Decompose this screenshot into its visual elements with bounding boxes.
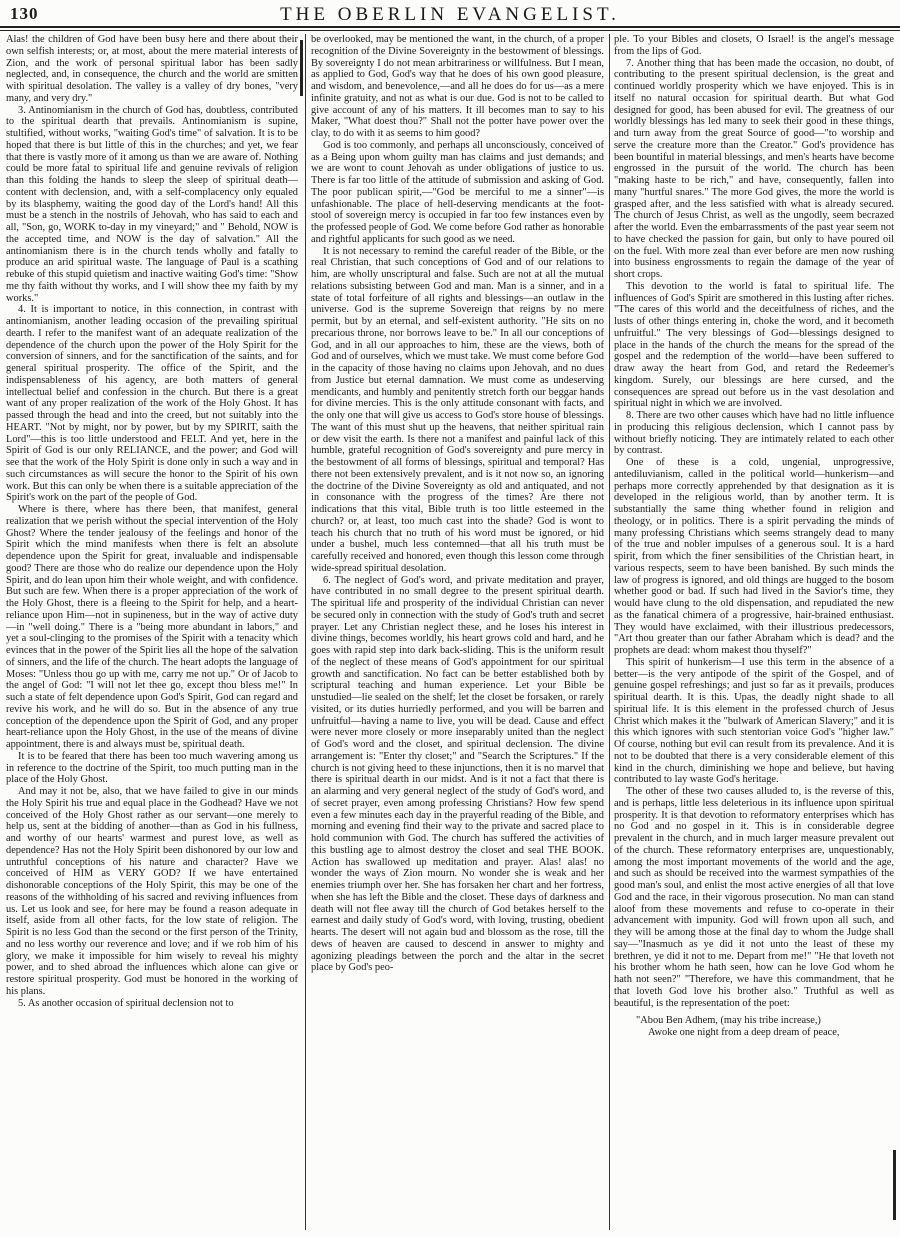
page-number: 130 [10, 4, 39, 23]
text-column-1 [6, 34, 298, 1234]
header-rule-thick [0, 26, 900, 28]
paragraph: It is not necessary to remind the careful reader of the Bible, or the real Christian, that such conceptions of God and of our relations to him, are wholly unscriptural and false. Such are not at all the mutual relations subsisting between God and man. Man is a sinner, and in a state of total forfeiture of all rights and blessings—an outlaw in the universe. God is the supreme Sovereign that reigns by no mere permit, but by an eternal, and self-existent authority. "He sits on no precarious throne, nor borrows leave to be." In all our conceptions of God, and in all our approaches to him, these are the views, both of God and of ourselves, which we must take. We must come before God in the capacity of those having no claims upon Jehovah, and no dues from Justice but eternal damnation. We must come as undeserving mendicants, and humbly and penitently stretch forth our beggar hands for divine mercies. This is the only attitude consonant with facts, and the only one that will give us access to God's store house of blessings. The want of this must shut up the heavens, that neither spiritual rain or dew visit the earth. Is there not a manifest and painful lack of this humble, grateful recognition of God's sovereignty and pure mercy in the bestowment of all forms of blessings, spiritual and temporal? Has there not been extensively prevalent, and is it not now so, an ignoring the doctrine of the Divine Sovereignty as old and antiquated, and not in consonance with the progress of the times? Are there not indications that this vital, Bible truth is too little esteemed in the church? or, at least, too much cast into the shade? God is wont to teach his church that no truth of his word must be ignored, or hid under a bushel, much less contemned—that all his truth must be carefully received and honored, even though this lesson come through wide-spread spiritual desolation. [311, 245, 604, 574]
paragraph: This devotion to the world is fatal to spiritual life. The influences of God's Spirit are smothered in this lusting after riches. "The cares of this world and the deceitfulness of riches, and the lusts of other things entering in, choke the word, and it becometh unfruitful." The very blessings of God—blessings designed to place in the hands of the church the means for the spread of the gospel and the redemption of the world—have been suffered to draw away the heart from God, and retard the Redeemer's kingdom. Surely, our blessings are here cursed, and the consequences are spread out before us in the vast desolation and spiritual night in which we are involved. [614, 280, 894, 410]
paragraph: 3. Antinomianism in the church of God has, doubtless, contributed to the spiritual dearth that prevails. Antinomianism is supine, stultified, without works, "waiting God's time" of salvation. It is to be hoped that there is but little of this in the churches; and yet, we fear that there is vastly more of it among us than we are aware of. Nothing could be more fatal to spiritual life and genuine revivals of religion than this folding the hands to sleep the sleep of spiritual death—content with declension, and, with a self-complacency only equaled by its blasphemy, waiting the good day of the Lord's hand! All this must be a stench in the nostrils of Jehovah, who has said to each and all, "Son, go, WORK to-day in my vineyard;" and " Behold, NOW is the accepted time, and NOW is the day of salvation." All the antinomianism there is in the church tends wholly and fatally to produce an arid spiritual waste. The language of Paul is a scathing rebuke of this stupid quietism and inactive waiting God's time: "Show me thy faith without thy works, and I will show thee my faith by my works." [6, 104, 298, 304]
paragraph: be overlooked, may be mentioned the want, in the church, of a proper recognition of the Divine Sovereignty in the bestowment of blessings. By sovereignty I do not mean arbitrariness or willfulness. But I mean, as applied to God, God's way that he does of his own good pleasure, and wisdom, and benevolence,—and all he does do for us—as a mere infinite gratuity, and not as what is our due. God is not to be called to give account of any of his matters. It ill becomes man to say to his Maker, "What doest thou?" Shall not the potter have power over the clay, to do with it as seems to him good? [311, 34, 604, 139]
paragraph: 6. The neglect of God's word, and private meditation and prayer, have contributed in no small degree to the present spiritual dearth. The spiritual life and prosperity of the individual Christian can never be secured only in connection with the study of God's truth and secret prayer. Let any Christian neglect these, and he loses his interest in divine things, becomes worldly, his heart grows cold and hard, and he goes with rapid step into dark back-sliding. This is the uniform result of the neglect of these means of God's appointment for our spiritual growth and sanctification. No fact can be better established both by scriptural teaching and human experience. Let your Bible be unstudied—lie sealed on the shelf; let the closet be forsaken, or rarely visited, or its duties hurriedly performed, and you will be barren and unfruitful—having a name to live, you will be dead. Cause and effect were never more closely or more inseparably united than the neglect of God's word and the closet, and spiritual declension. The divine arrangement is: "Enter thy closet;" and "Search the Scriptures." If the church is not giving heed to these injunctions, then it is no marvel that there is spiritual dearth in our midst. And is it not a fact that there is an alarming and very general neglect of the study of God's word, and of secret prayer, even among professing Christians? How few spend even a few minutes each day in the prayerful reading of the Bible, and morning and evening find their way to the private and sacred place to hold communion with God. The church has suffered the activities of this bustling age to almost destroy the closet and seal THE BOOK. Action has swallowed up meditation and prayer. Alas! alas! no wonder the ways of Zion mourn. No wonder she is weak and her enemies triumph over her. She has forsaken her chart and her fortress, when she has left the Bible and the closet. These days of darkness and death will not flee away till the church of God betakes herself to the earnest and daily study of God's word, with loving, trusting, obedient hearts. The desert will not again bud and blossom as the rose, till the dews of heaven are caused to descend in answer to mighty and agonizing pleadings between the porch and the altar in the secret place by God's peo- [311, 574, 604, 974]
paragraph: 4. It is important to notice, in this connection, in contrast with antinomianism, another leading occasion of the prevailing spiritual dearth. I refer to the manifest want of an adequate realization of the dependence of the church upon the power of the Holy Spirit for the conversion of sinners, and for the sanctification of the saints, and for general spiritual prosperity. The office of the Spirit, and the indispensableness of his agency, are both matters of general intellectual belief and confession in the church. But there is a great want of any proper realization of the work of the Holy Ghost. It has passed through the head and into the creed, but not suitably into the HEART. "Not by might, nor by power, but by my SPIRIT, saith the Lord"—this is too little understood and FELT. And yet, here in the Spirit of God is our only RELIANCE, and the power; and God will see that the work of the Holy Spirit is done only in such a way and in such circumstances as will secure the honor to the Spirit of his own work. But this can only be when there is a suitable appreciation of the Spirit's work on the part of the people of God. [6, 304, 298, 504]
paragraph: Where is there, where has there been, that manifest, general realization that we perish without the special intervention of the Holy Ghost? Where the tender jealousy of the feelings and honor of the Spirit which the mind manifests when there is felt an absolute dependence upon the Spirit for great, invaluable and indispensable good? There are those who do realize our dependence upon the Holy Spirit, and do lean upon him their whole weight, and with confidence. But such are few. When there is a proper appreciation of the work of the Holy Ghost, there is a fleeing to the Spirit for help, and a heart-reliance upon Him—not in supineness, but in the way of active duty—in "well doing." There is a "being more abundant in labors," and yet a soul-clinging to the promises of the Spirit with a tenacity which evinces that in the power of the Spirit lies all the hope of the salvation of sinners, and the life of the church. The heart adopts the language of Moses: "Unless thou go up with me, carry me not up." Or of Jacob to the angel of God: "I will not let thee go, except thou bless me!" In such a state of felt dependence upon God's Spirit, God can regard and revive his work, and he will do so. But in the absence of any true conception of the dependence upon the Spirit of God, and any proper heart-reliance upon the Holy Ghost, in the use of the means of divine appointment, there is and always must be, spiritual death. [6, 504, 298, 750]
running-title: THE OBERLIN EVANGELIST. [280, 4, 620, 25]
poem-line: Awoke one night from a deep dream of peace, [648, 1027, 840, 1038]
paragraph: 5. As another occasion of spiritual declension not to [18, 997, 234, 1009]
paragraph: 8. There are two other causes which have had no little influence in producing this religious declension, which I cannot pass by without briefly noticing. They are intimately related to each other by contrast. [614, 410, 894, 457]
paragraph: God is too commonly, and perhaps all unconsciously, conceived of as a Being upon whom guilty man has claims and just demands; and we are wont to count Jehovah as under obligations of justice to us. There is far too little of the attitude of submission and asking of God. The poor publican spirit,—"God be merciful to me a sinner"—is unfashionable. The place of hell-deserving mendicants at the foot-stool of sovereign mercy is occupied in far too few instances even by the professed people of God. We come before God rather as honorable and rightful applicants for such good as we need. [311, 139, 604, 245]
paragraph: This spirit of hunkerism—I use this term in the absence of a better—is the very antipode of the spirit of the Gospel, and of genuine gospel refreshings; and just so far as it prevails, produces spiritual dearth. It is this. Upas, the deadly night shade to all spiritual life. It is this element in the professed church of Jesus Christ which makes it the "bulwark of American Slavery;" and it is this which ignores with such stentorian voice God's "higher law." Of course, nothing but evil can result from its prevalence. And it is not to be doubted that there is a very considerable element of this kind in the church, diminishing we hope and believe, but having contributed to lay waste God's heritage. [614, 656, 894, 786]
header-rule-thin [0, 30, 900, 31]
text-column-2 [311, 34, 604, 1234]
paragraph: It is to be feared that there has been too much wavering among us in reference to the doctrine of the Spirit, too much putting man in the place of the Holy Ghost. [6, 750, 298, 786]
text-column-3 [614, 34, 894, 1234]
poem-line: "Abou Ben Adhem, (may his tribe increase,) [636, 1015, 821, 1027]
paragraph: And may it not be, also, that we have failed to give in our minds the Holy Spirit his true and equal place in the Godhead? Have we not conceived of the Holy Ghost rather as our servant—one merely to help us, sent at the bidding of another—than as God in his fullness, and worthy of our hearts' warmest and purest love, as well as dependence? Has not the Holy Spirit been dishonored by our low and untruthful conceptions of his nature and character? Have we conceived of HIM as VERY GOD? If we have entertained dishonorable conceptions of the Holy Spirit, this may be one of the reasons of the withholding of his sacred and reviving influences from us. Let us look and see, for here may be found a reason adequate in itself, aside from all other facts, for the low state of religion. The Spirit is no less God than the second or the first person of the Trinity, and no less worthy our reverence and love; and if we rob him of his glory, we make it impossible for him wisely to reveal his mighty power, and to shed abroad the influences which alone can give or restore spiritual prosperity. God must be honored in the working of his plans. [6, 786, 298, 997]
column-divider-1 [305, 34, 306, 1230]
column-divider-2 [609, 34, 610, 1230]
paragraph: ple. To your Bibles and closets, O Israel! is the angel's message from the lips of God. [614, 34, 894, 57]
paragraph: 7. Another thing that has been made the occasion, no doubt, of contributing to the present spiritual declension, is the great and continued worldly prosperity which we have enjoyed. This is in itself no natural occasion for spiritual dearth. But what God designed for good, has been abused for evil. The greatness of our worldly blessings has led many to seek their good in these things, and turn away from the great Source of good—"to worship and serve the creature more than the Creator." God's providence has been bountiful in material blessings, and men's hearts have become engrossed in the pursuit of the world. The church has been "making haste to be rich," and have, consequently, fallen into many "hurtful snares." The more God gives, the more the world is grasped after, and the less satisfied with what is already secured. The church of Jesus Christ, as well as the ungodly, seem becrazed after the world. Even the embarrassments of the past year seem not to have checked the passion for gain, but only to have poured oil on the fuel. With more zeal than ever before are men now rushing into business engrossments to regain the damage of the year of short crops. [614, 57, 894, 280]
paragraph: One of these is a cold, ungenial, unprogressive, antediluvianism, called in the political world—hunkerism—and perhaps more correctly apprehended by that designation as it is developed in the religious world, than by another term. It is substantially the same thing whether found in religion and theology, or in politics. There is a spirit pervading the minds of many professing Christians which seems strangely dead to many of the true and nobler impulses of a generous soul. It is a hard spirit, from which the finer sensibilities of the Christian heart, in various respects, seem to have been banished. By such minds the law of progress is ignored, and old things are hugged to the bosom whether good or bad. If such had lived in the Savior's time, they would have clung to the old dispensation, and repudiated the new as the fanatical chimera of a progressive, hair-brained enthusiast. They would have exclaimed, with their illustrious predecessors, "Art thou greater than our father Abraham which is dead? and the prophets are dead: whom makest thou thyself?" [614, 457, 894, 656]
paragraph: Alas! the children of God have been busy here and there about their own selfish interests; or, at most, about the mere material interests of Zion, and the work of personal spiritual labor has been sadly neglected, and, in consequence, the church and the world are smitten with spiritual desolation. The valley is a valley of dry bones, "very many, and very dry." [6, 34, 298, 104]
paragraph: The other of these two causes alluded to, is the reverse of this, and is perhaps, little less deleterious in its influence upon spiritual prosperity. It is that devotion to reformatory enterprises which has no God and no gospel in it. This is in considerable degree prevalent in the church, and in much larger measure prevalent out of the church. These reformatory enterprises are, unquestionably, among the most important movements of the world and the age, and such as should be received into the warmest sympathies of the good man's soul, and enlist the most active energies of all that love God and the race, in their vigorous prosecution. No man can stand aloof from these movements and refuse to co-operate in their advancement with impunity. God will frown upon all such, and they will be among those at the final day to whom the Judge shall say—"Inasmuch as ye did it not unto the least of these my brethren, ye did it not to me. Depart from me!" "He that loveth not his brother whom he hath seen, how can he love God whom he hath not seen?" "Therefore, we have this commandment, that he that loveth God love his brother also." Truthful as well as beautiful, is the representation of the poet: [614, 786, 894, 1009]
margin-mark [300, 40, 303, 96]
